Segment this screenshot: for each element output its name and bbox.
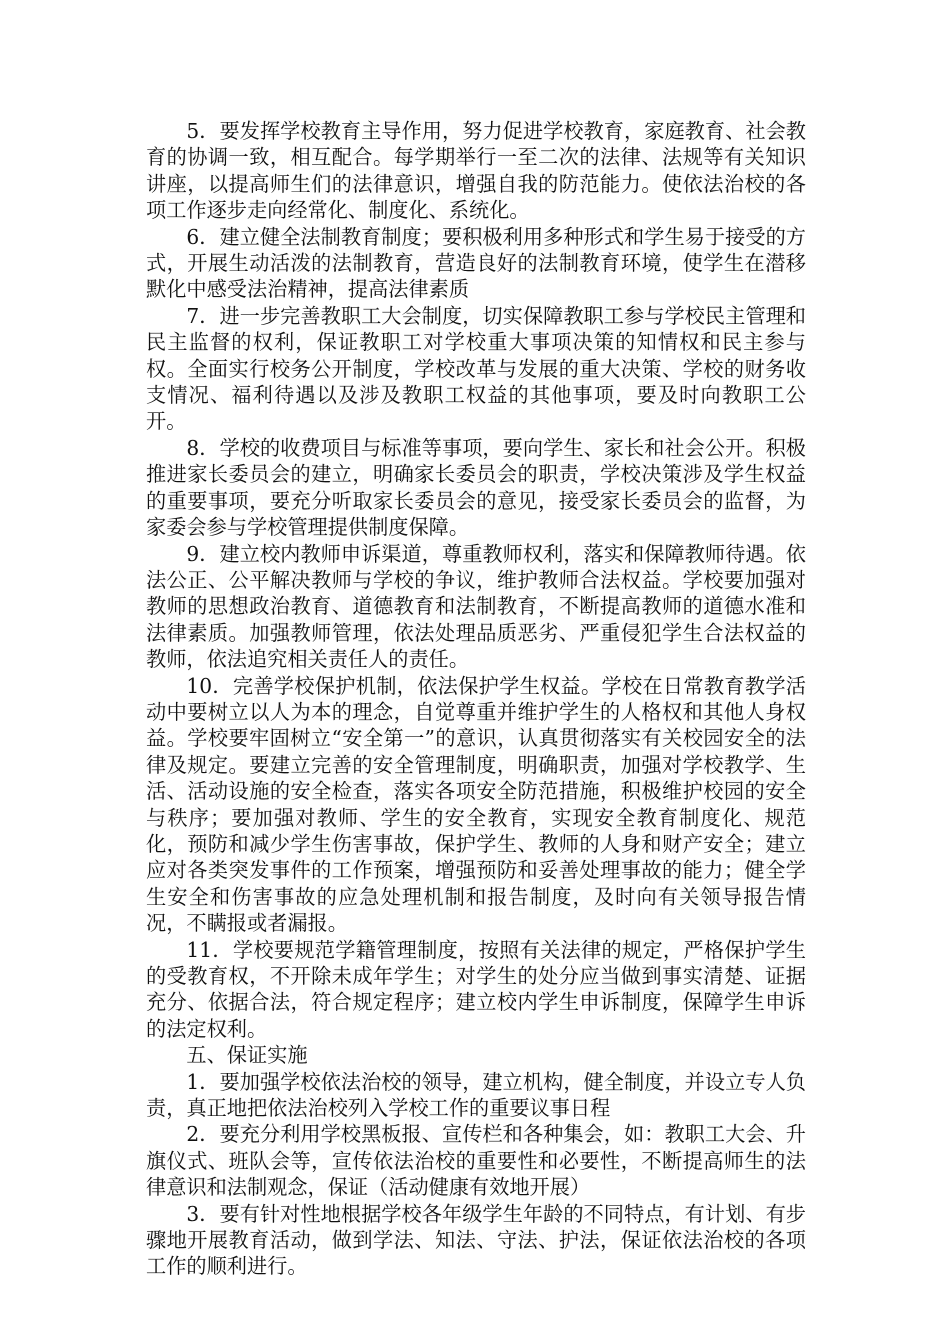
paragraph-item-11: 11．学校要规范学籍管理制度，按照有关法律的规定，严格保护学生的受教育权，不开除未成年学生；对学生的处分应当做到事实清楚、证据充分、依据合法，符合规定程序；建立校内学生申诉制度，保障学生申诉的法定权利。 bbox=[146, 937, 806, 1041]
implementation-item-1: 1．要加强学校依法治校的领导，建立机构，健全制度，并设立专人负责，真正地把依法治校列入学校工作的重要议事日程 bbox=[146, 1069, 806, 1121]
implementation-item-3: 3．要有针对性地根据学校各年级学生年龄的不同特点，有计划、有步骤地开展教育活动，做到学法、知法、守法、护法，保证依法治校的各项工作的顺利进行。 bbox=[146, 1201, 806, 1279]
paragraph-item-5: 5．要发挥学校教育主导作用，努力促进学校教育，家庭教育、社会教育的协调一致，相互配合。每学期举行一至二次的法律、法规等有关知识讲座，以提高师生们的法律意识，增强自我的防范能力。使依法治校的各项工作逐步走向经常化、制度化、系统化。 bbox=[146, 119, 806, 223]
section-heading-implementation: 五、保证实施 bbox=[186, 1043, 308, 1068]
paragraph-item-8: 8．学校的收费项目与标准等事项，要向学生、家长和社会公开。积极推进家长委员会的建立，明确家长委员会的职责，学校决策涉及学生权益的重要事项，要充分听取家长委员会的意见，接受家长委员会的监督，为家委会参与学校管理提供制度保障。 bbox=[146, 435, 806, 540]
paragraph-item-6: 6．建立健全法制教育制度；要积极利用多种形式和学生易于接受的方式，开展生动活泼的法制教育，营造良好的法制教育环境，使学生在潜移默化中感受法治精神，提高法律素质 bbox=[146, 224, 806, 302]
document-body bbox=[146, 118, 806, 1280]
paragraph-item-9: 9．建立校内教师申诉渠道，尊重教师权利，落实和保障教师待遇。依法公正、公平解决教师与学校的争议，维护教师合法权益。学校要加强对教师的思想政治教育、道德教育和法制教育，不断提高教师的道德水准和法律素质。加强教师管理，依法处理品质恶劣、严重侵犯学生合法权益的教师，依法追究相关责任人的责任。 bbox=[146, 541, 806, 672]
implementation-item-2: 2．要充分利用学校黑板报、宣传栏和各种集会，如：教职工大会、升旗仪式、班队会等，宣传依法治校的重要性和必要性，不断提高师生的法律意识和法制观念，保证（活动健康有效地开展） bbox=[146, 1122, 806, 1200]
paragraph-item-10: 10．完善学校保护机制，依法保护学生权益。学校在日常教育教学活动中要树立以人为本的理念，自觉尊重并维护学生的人格权和其他人身权益。学校要牢固树立“安全第一”的意识，认真贯彻落实有关校园安全的法律及规定。要建立完善的安全管理制度，明确职责，加强对学校教学、生活、活动设施的安全检查，落实各项安全防范措施，积极维护校园的安全与秩序；要加强对教师、学生的安全教育，实现安全教育制度化、规范化，预防和减少学生伤害事故，保护学生、教师的人身和财产安全；建立应对各类突发事件的工作预案，增强预防和妥善处理事故的能力；健全学生安全和伤害事故的应急处理机制和报告制度，及时向有关领导报告情况，不瞒报或者漏报。 bbox=[146, 673, 806, 936]
paragraph-item-7: 7．进一步完善教职工大会制度，切实保障教职工参与学校民主管理和民主监督的权利，保证教职工对学校重大事项决策的知情权和民主参与权。全面实行校务公开制度，学校改革与发展的重大决策、学校的财务收支情况、福利待遇以及涉及教职工权益的其他事项，要及时向教职工公开。 bbox=[146, 303, 806, 434]
